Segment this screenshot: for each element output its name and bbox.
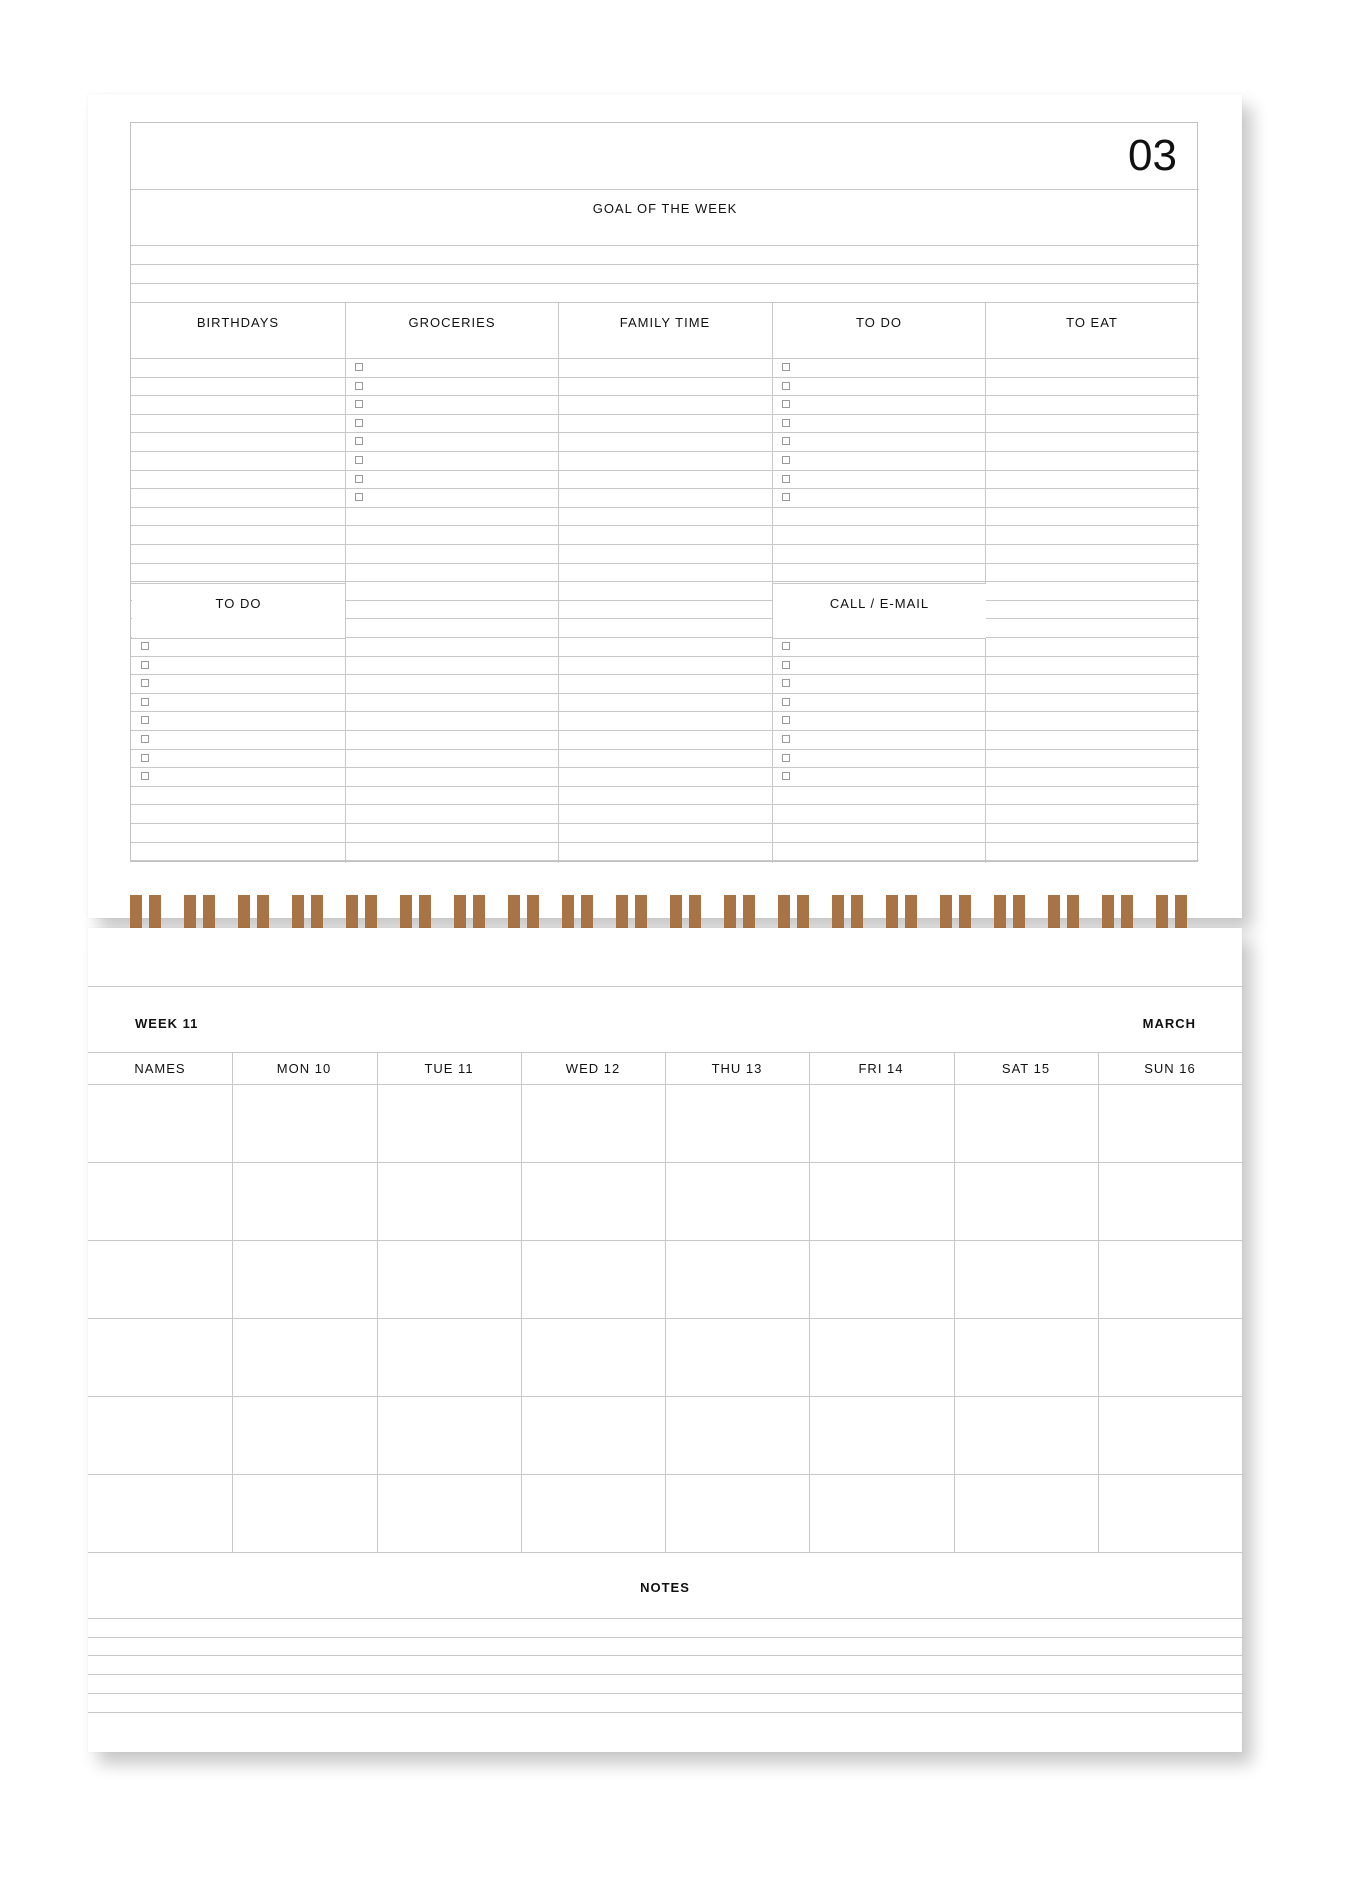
column-divider — [558, 302, 559, 863]
checkbox[interactable] — [355, 419, 363, 427]
checkbox[interactable] — [782, 716, 790, 724]
checkbox[interactable] — [782, 661, 790, 669]
page-number: 03 — [1128, 131, 1177, 180]
checkbox[interactable] — [782, 642, 790, 650]
section-header-to-do: TO DO — [215, 596, 262, 611]
rule-line — [131, 414, 1199, 415]
column-header-to-eat: TO EAT — [1066, 315, 1118, 330]
goal-of-the-week-label: GOAL OF THE WEEK — [592, 201, 738, 216]
rule-line — [131, 581, 1199, 582]
checkbox[interactable] — [782, 754, 790, 762]
rule-line — [131, 860, 1199, 861]
checkbox[interactable] — [782, 698, 790, 706]
column-header-family-time: FAMILY TIME — [619, 315, 711, 330]
section-bottom-line — [772, 638, 986, 639]
columns-top — [131, 302, 1199, 303]
notes-title: NOTES — [640, 1580, 690, 1595]
checkbox[interactable] — [782, 475, 790, 483]
rule-line — [131, 377, 1199, 378]
rule-line — [131, 786, 1199, 787]
checkbox[interactable] — [141, 754, 149, 762]
checkbox[interactable] — [355, 456, 363, 464]
section-top-line — [131, 583, 345, 584]
rule-line — [131, 451, 1199, 452]
day-header-names: NAMES — [134, 1061, 186, 1076]
checkbox[interactable] — [782, 363, 790, 371]
checkbox[interactable] — [782, 419, 790, 427]
rule-line — [131, 656, 1199, 657]
rule-line — [131, 488, 1199, 489]
notes-line — [88, 1693, 1242, 1694]
day-header-sun-16: SUN 16 — [1144, 1061, 1196, 1076]
checkbox[interactable] — [141, 642, 149, 650]
checkbox[interactable] — [141, 698, 149, 706]
checkbox[interactable] — [782, 493, 790, 501]
notes-line — [88, 1618, 1242, 1619]
checkbox[interactable] — [782, 437, 790, 445]
rule-line — [131, 563, 1199, 564]
checkbox[interactable] — [355, 437, 363, 445]
rule-line — [131, 470, 1199, 471]
column-header-groceries: GROCERIES — [408, 315, 496, 330]
column-header-to-do: TO DO — [856, 315, 902, 330]
notes-line — [88, 1637, 1242, 1638]
rule-line — [131, 432, 1199, 433]
day-divider — [521, 1052, 522, 1552]
day-divider — [232, 1052, 233, 1552]
row-line — [88, 1552, 1242, 1553]
rule-line — [131, 507, 1199, 508]
day-header-wed-12: WED 12 — [565, 1061, 621, 1076]
notes-line — [88, 1712, 1242, 1713]
weekly-calendar-bottom-page — [88, 928, 1242, 1752]
checkbox[interactable] — [782, 735, 790, 743]
rule-line — [131, 525, 1199, 526]
rule-line — [131, 711, 1199, 712]
day-header-mon-10: MON 10 — [276, 1061, 332, 1076]
day-divider — [954, 1052, 955, 1552]
notes-line — [88, 1655, 1242, 1656]
day-divider — [377, 1052, 378, 1552]
rule-line — [131, 395, 1199, 396]
rule-line — [131, 544, 1199, 545]
checkbox[interactable] — [782, 772, 790, 780]
column-divider — [345, 302, 346, 863]
rule-line — [131, 245, 1199, 246]
checkbox[interactable] — [355, 493, 363, 501]
rule-line — [131, 842, 1199, 843]
section-bottom-line — [131, 638, 345, 639]
checkbox[interactable] — [355, 382, 363, 390]
planner-grid — [130, 122, 1198, 862]
rule-line — [131, 674, 1199, 675]
checkbox[interactable] — [355, 400, 363, 408]
rule-line — [131, 804, 1199, 805]
day-divider — [809, 1052, 810, 1552]
week-label: WEEK 11 — [135, 1016, 199, 1031]
rule-line — [131, 283, 1199, 284]
checkbox[interactable] — [355, 363, 363, 371]
section-header-call-e-mail: CALL / E-MAIL — [829, 596, 930, 611]
rule-line — [131, 693, 1199, 694]
checkbox[interactable] — [782, 382, 790, 390]
day-header-fri-14: FRI 14 — [858, 1061, 904, 1076]
weekly-planner-top-page — [88, 94, 1242, 918]
notes-line — [88, 1674, 1242, 1675]
month-label: MARCH — [1142, 1016, 1196, 1031]
checkbox[interactable] — [782, 400, 790, 408]
day-header-tue-11: TUE 11 — [424, 1061, 474, 1076]
day-divider — [665, 1052, 666, 1552]
checkbox[interactable] — [141, 679, 149, 687]
rule-line — [131, 730, 1199, 731]
checkbox[interactable] — [782, 679, 790, 687]
rule-line — [131, 749, 1199, 750]
header-divider — [131, 189, 1199, 190]
rule-line — [131, 767, 1199, 768]
column-header-birthdays: BIRTHDAYS — [196, 315, 280, 330]
day-header-sat-15: SAT 15 — [1001, 1061, 1051, 1076]
rule-line — [131, 823, 1199, 824]
checkbox[interactable] — [141, 772, 149, 780]
rule-line — [131, 358, 1199, 359]
section-top-line — [772, 583, 986, 584]
checkbox[interactable] — [141, 661, 149, 669]
day-divider — [1098, 1052, 1099, 1552]
checkbox[interactable] — [355, 475, 363, 483]
checkbox[interactable] — [141, 716, 149, 724]
rule-line — [131, 264, 1199, 265]
checkbox[interactable] — [782, 456, 790, 464]
day-header-thu-13: THU 13 — [711, 1061, 763, 1076]
week-grid — [88, 1052, 1242, 1552]
checkbox[interactable] — [141, 735, 149, 743]
